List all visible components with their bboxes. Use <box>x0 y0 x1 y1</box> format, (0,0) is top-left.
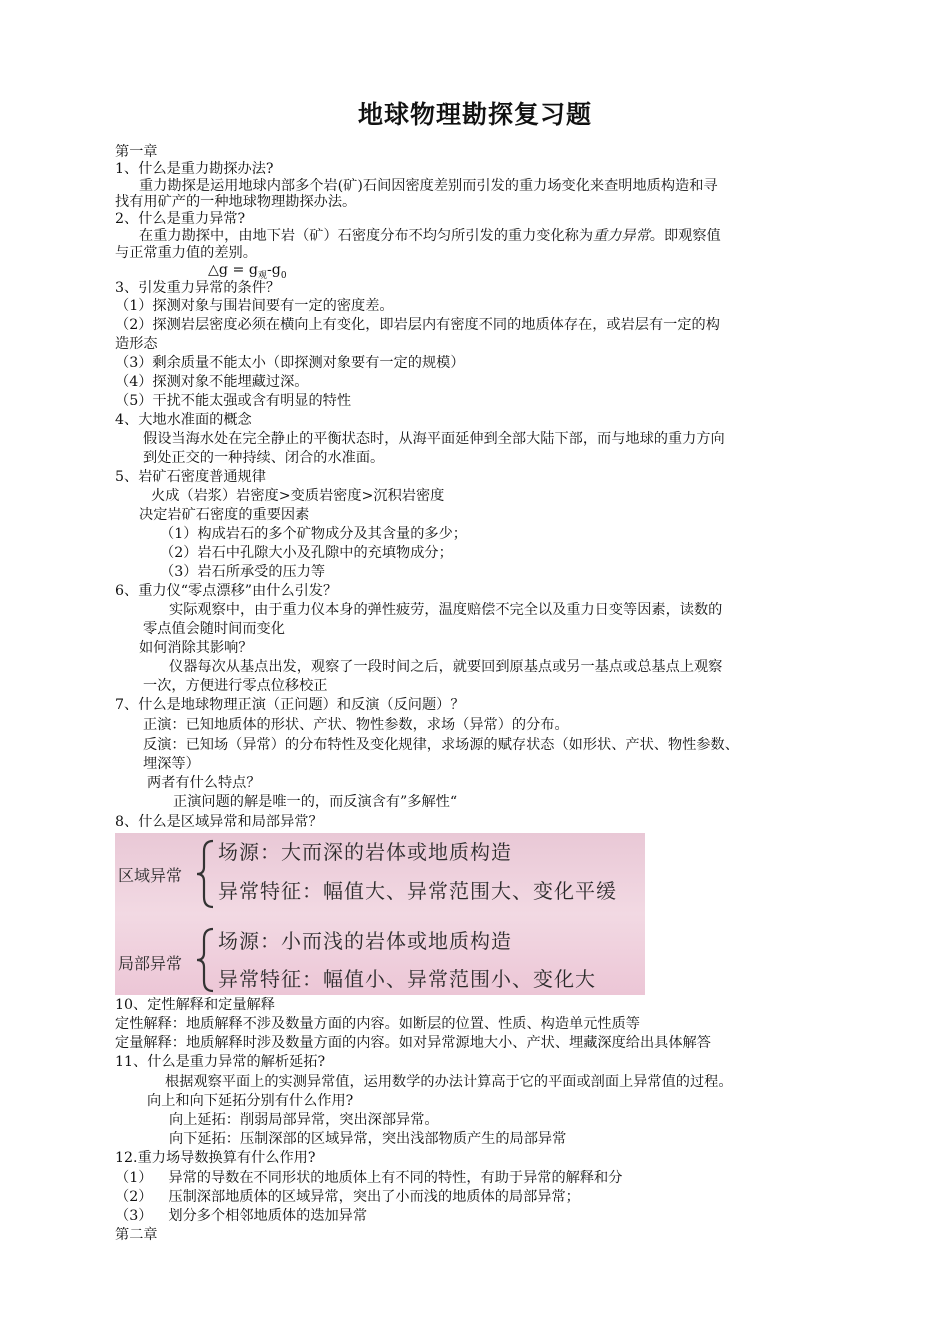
regional-feature-text: 异常特征：幅值大、异常范围大、变化平缓 <box>218 879 617 903</box>
question-heading: 12.重力场导数换算有什么作用? <box>115 1150 316 1166</box>
page-title: 地球物理勘探复习题 <box>357 100 592 129</box>
question-heading: 7、什么是地球物理正演（正问题）和反演（反问题）？ <box>115 697 465 713</box>
answer-text: 仪器每次从基点出发，观察了一段时间之后，就要回到原基点或另一基点或总基点上观察 <box>169 659 723 675</box>
answer-text: 假设当海水处在完全静止的平衡状态时，从海平面延伸到全部大陆下部，而与地球的重力方向 <box>143 431 725 447</box>
question-heading: 1、什么是重力勘探办法? <box>115 161 274 177</box>
answer-text: 实际观察中，由于重力仪本身的弹性疲劳，温度赔偿不完全以及重力日变等因素，读数的 <box>169 602 723 618</box>
question-heading: 10、定性解释和定量解释 <box>115 997 275 1013</box>
list-item: （4）探测对象不能埋藏过深。 <box>115 374 309 390</box>
question-heading: 4、大地水准面的概念 <box>115 412 252 428</box>
list-item: （1） 异常的导数在不同形状的地质体上有不同的特性，有助于异常的解释和分 <box>115 1170 623 1186</box>
local-brace-icon <box>195 927 217 993</box>
answer-text: 一次，方便进行零点位移校正 <box>143 678 328 694</box>
regional-brace-icon <box>195 839 217 909</box>
question-heading: 6、重力仪“零点漂移”由什么引发？ <box>115 583 338 599</box>
answer-text: 正演问题的解是唯一的，而反演含有”多解性“ <box>173 794 458 810</box>
answer-text: 到处正交的一种持续、闭合的水准面。 <box>143 450 385 466</box>
list-item: （1）构成岩石的多个矿物成分及其含量的多少； <box>160 526 467 542</box>
question-heading: 5、岩矿石密度普通规律 <box>115 469 266 485</box>
answer-text: 定性解释：地质解释不涉及数量方面的内容。如断层的位置、性质、构造单元性质等 <box>115 1016 640 1032</box>
question-heading: 8、什么是区域异常和局部异常？ <box>115 814 323 830</box>
answer-text: 火成（岩浆）岩密度>变质岩密度>沉积岩密度 <box>151 488 445 504</box>
answer-text: 在重力勘探中，由地下岩（矿）石密度分布不均匀所引发的重力变化称为重力异常。即观察值 <box>139 228 721 244</box>
anomaly-figure <box>115 833 645 995</box>
answer-text: 正演：已知地质体的形状、产状、物性参数，求场（异常）的分布。 <box>143 717 569 733</box>
list-item: （2）岩石中孔隙大小及孔隙中的充填物成分； <box>160 545 453 561</box>
chapter-heading: 第二章 <box>115 1227 158 1243</box>
list-item: 造形态 <box>115 336 158 352</box>
answer-text: 找有用矿产的一种地球物理勘探办法。 <box>115 194 357 210</box>
answer-text: 向上和向下延拓分别有什么作用? <box>147 1093 354 1109</box>
chapter-heading: 第一章 <box>115 144 158 160</box>
question-heading: 3、引发重力异常的条件？ <box>115 280 281 296</box>
term-italic: 重力异常 <box>593 228 650 244</box>
local-source-text: 场源：小而浅的岩体或地质构造 <box>218 929 512 953</box>
formula: △g = $g_观-g_0$ <box>208 262 287 281</box>
answer-text: 向上延拓：削弱局部异常，突出深部异常。 <box>169 1112 439 1128</box>
answer-text: 如何消除其影响？ <box>139 640 253 656</box>
answer-text: 根据观察平面上的实测异常值，运用数学的办法计算高于它的平面或剖面上异常值的过程。 <box>165 1074 733 1090</box>
regional-anomaly-label: 区域异常 <box>118 866 183 885</box>
list-item: （3）岩石所承受的压力等 <box>160 564 326 580</box>
question-heading: 2、什么是重力异常? <box>115 211 246 227</box>
answer-text: 决定岩矿石密度的重要因素 <box>139 507 310 523</box>
list-item: （1）探测对象与围岩间要有一定的密度差。 <box>115 298 394 314</box>
local-anomaly-label: 局部异常 <box>118 954 183 973</box>
list-item: （5）干扰不能太强或含有明显的特性 <box>115 393 352 409</box>
list-item: （3） 划分多个相邻地质体的迭加异常 <box>115 1208 368 1224</box>
answer-text: 定量解释：地质解释时涉及数量方面的内容。如对异常源地大小、产状、埋藏深度给出具体解答 <box>115 1035 711 1051</box>
answer-text: 重力勘探是运用地球内部多个岩(矿)石间因密度差别而引发的重力场变化来查明地质构造和寻 <box>139 178 718 194</box>
answer-text: 埋深等） <box>143 756 200 772</box>
answer-text: 向下延拓：压制深部的区域异常，突出浅部物质产生的局部异常 <box>169 1131 567 1147</box>
list-item: （2）探测岩层密度必须在横向上有变化，即岩层内有密度不同的地质体存在，或岩层有一定的构 <box>115 317 720 333</box>
answer-text: 与正常重力值的差别。 <box>115 245 257 261</box>
answer-text: 反演：已知场（异常）的分布特性及变化规律，求场源的赋存状态（如形状、产状、物性参数、 <box>143 737 739 753</box>
list-item: （2） 压制深部地质体的区域异常，突出了小而浅的地质体的局部异常； <box>115 1189 580 1205</box>
list-item: （3）剩余质量不能太小（即探测对象要有一定的规模） <box>115 355 465 371</box>
local-feature-text: 异常特征：幅值小、异常范围小、变化大 <box>218 967 596 991</box>
answer-text: 零点值会随时间而变化 <box>143 621 285 637</box>
answer-text: 两者有什么特点？ <box>147 775 261 791</box>
question-heading: 11、什么是重力异常的解析延拓? <box>115 1054 326 1070</box>
regional-source-text: 场源：大而深的岩体或地质构造 <box>218 840 512 864</box>
